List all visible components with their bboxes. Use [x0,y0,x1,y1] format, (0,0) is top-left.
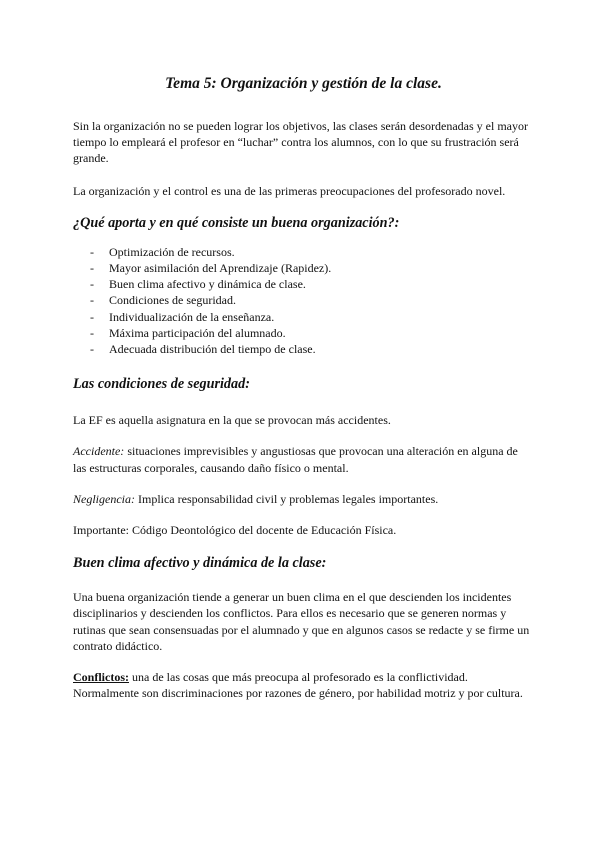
negligencia-text: Implica responsabilidad civil y problemas legales importantes. [134,491,439,506]
seguridad-paragraph-1: La EF es aquella asignatura en la que se provocan más accidentes. [73,413,391,428]
accidente-text: situaciones imprevisibles y angustiosas que provocan una alteración en alguna de las estructuras corporales, causando daño físico o mental. [73,444,518,475]
list-item-text: Máxima participación del alumnado. [109,325,286,340]
list-item [90,341,534,357]
list-item-text: Optimización de recursos. [109,244,235,259]
importante-note: Importante: Código Deontológico del docente de Educación Física. [73,523,397,538]
section-heading-seguridad: Las condiciones de seguridad: [73,376,250,393]
list-item [90,325,534,341]
accidente-definition [73,443,534,475]
section-heading-clima: Buen clima afectivo y dinámica de la clase: [73,555,327,572]
bullet-dash: - [90,277,94,292]
conflictos-text: una de las cosas que más preocupa al profesorado es la conflictividad. Normalmente son discriminaciones por razones de género, por habilidad motriz y por cultura. [73,670,523,701]
benefits-list [73,244,534,357]
list-item [90,244,534,260]
intro-paragraph-2: La organización y el control es una de las primeras preocupaciones del profesorado novel. [73,183,506,198]
bullet-dash: - [90,309,94,324]
list-item [90,292,534,308]
list-item-text: Condiciones de seguridad. [109,293,236,308]
list-item [90,260,534,276]
list-item [90,309,534,325]
accidente-term: Accidente: [73,444,125,459]
conflictos-definition [73,669,534,701]
bullet-dash: - [90,293,94,308]
list-item-text: Buen clima afectivo y dinámica de clase. [109,277,306,292]
bullet-dash: - [90,325,94,340]
negligencia-term: Negligencia: [73,491,135,506]
bullet-dash: - [90,244,94,259]
conflictos-term: Conflictos: [73,670,129,685]
bullet-dash: - [90,261,94,276]
list-item-text: Mayor asimilación del Aprendizaje (Rapidez). [109,261,332,276]
list-item [90,276,534,292]
page-title: Tema 5: Organización y gestión de la clase. [165,75,442,92]
list-item-text: Adecuada distribución del tiempo de clase. [109,342,316,357]
clima-paragraph-1: Una buena organización tiende a generar un buen clima en el que descienden los incidentes disciplinarios y descienden los conflictos. Para ellos es necesario que se generen normas y rutinas que sean consensuadas por el alumnado y que en algunos casos se redacte y se firme un contrato didáctico. [73,590,530,653]
list-item-text: Individualización de la enseñanza. [109,309,275,324]
negligencia-definition [73,491,534,507]
intro-paragraph-1: Sin la organización no se pueden lograr los objetivos, las clases serán desordenadas y el mayor tiempo lo empleará el profesor en “luchar” contra los alumnos, con lo que su frustración será grande. [73,119,528,166]
bullet-dash: - [90,342,94,357]
section-heading-organizacion: ¿Qué aporta y en qué consiste un buena organización?: [73,214,400,231]
